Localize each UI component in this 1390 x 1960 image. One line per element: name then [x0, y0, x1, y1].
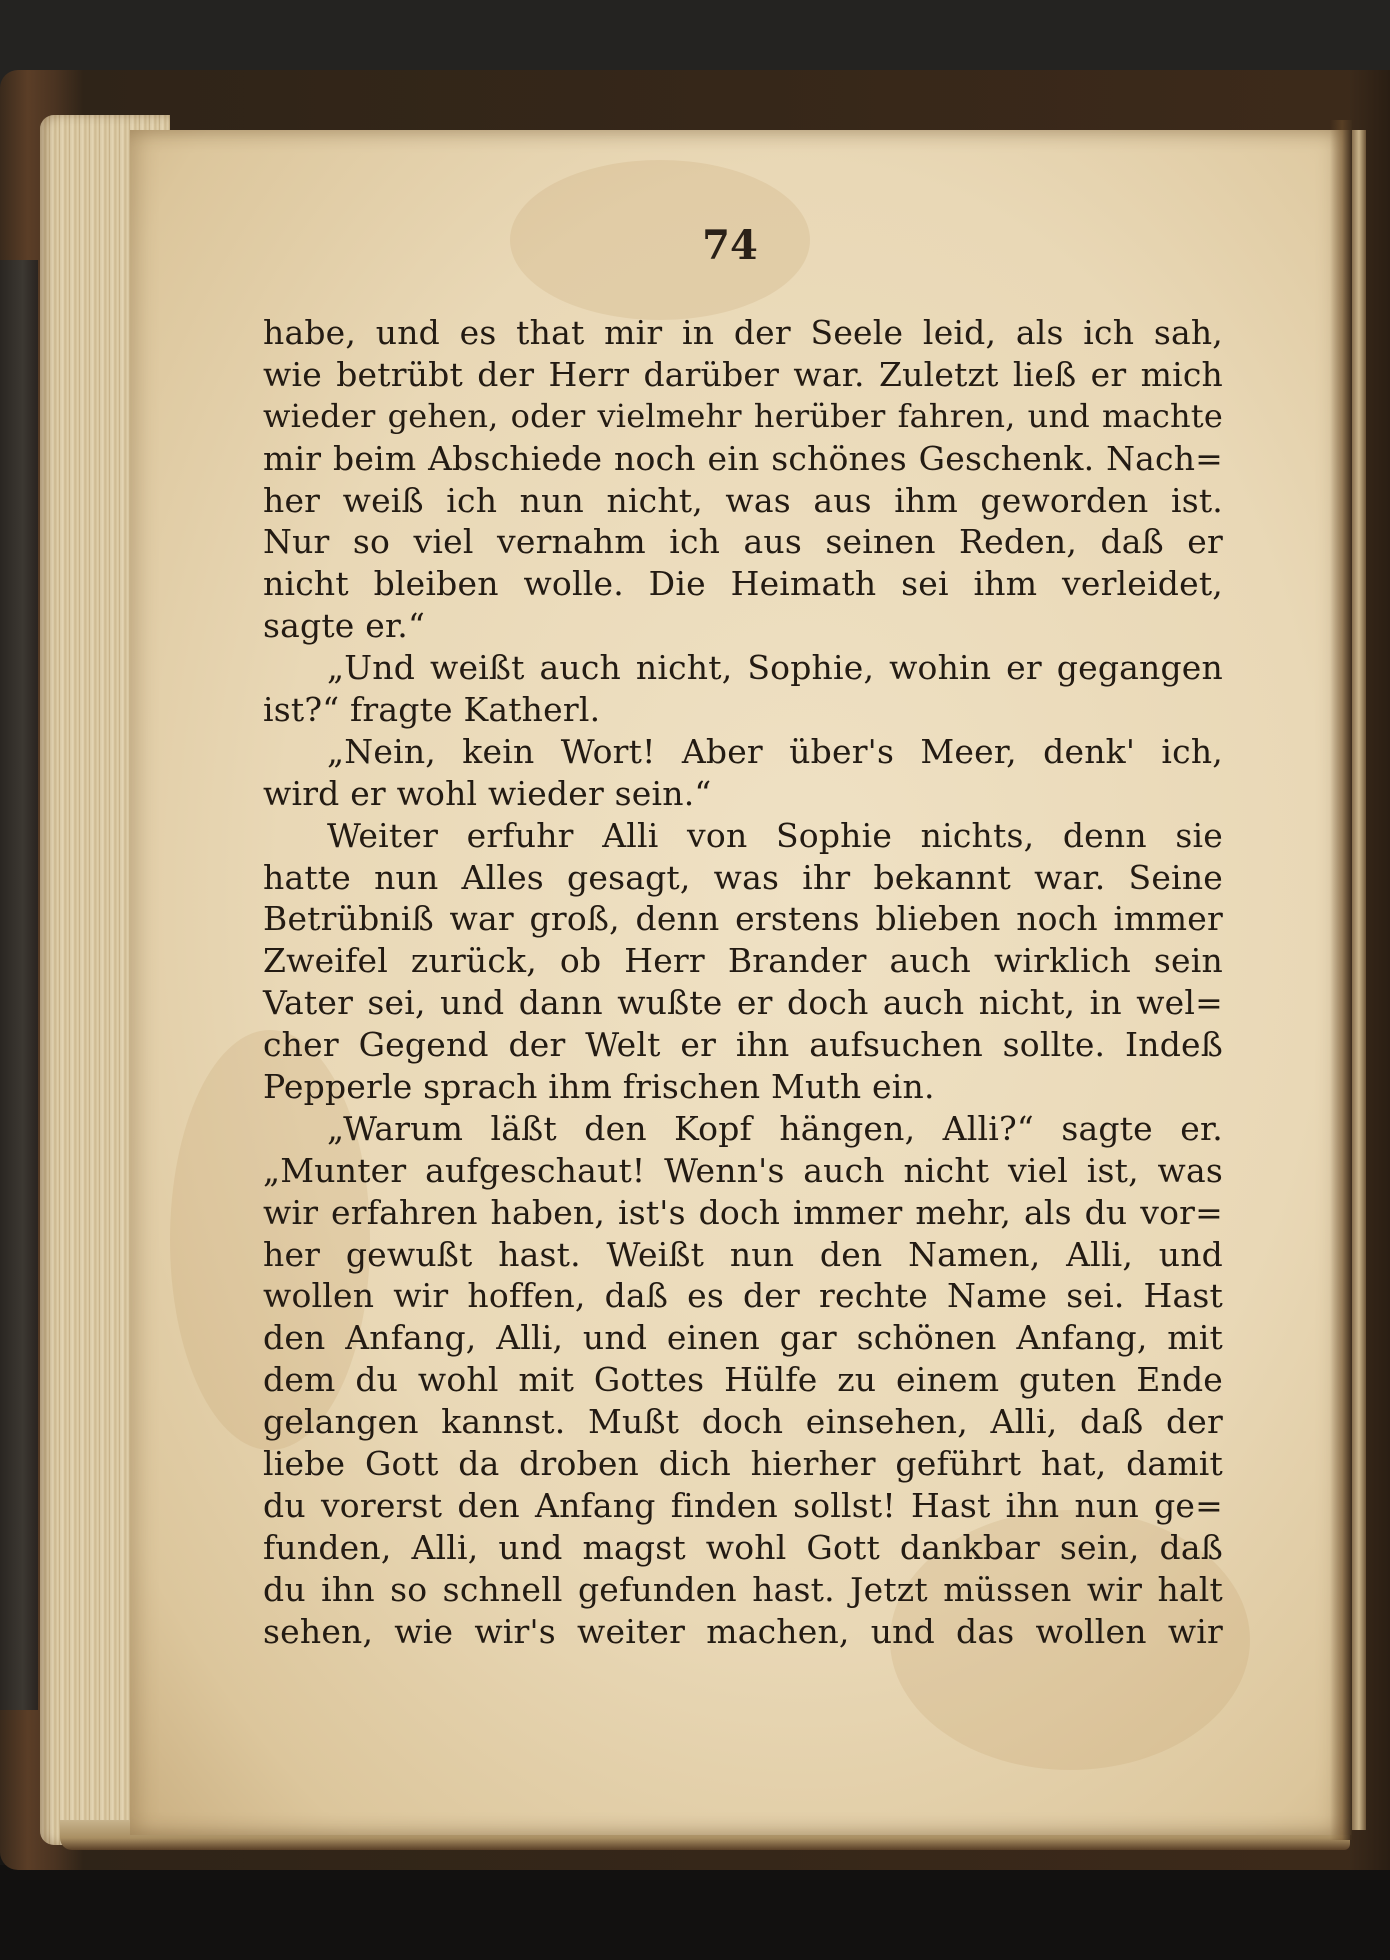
text-line: liebe Gott da droben dich hierher geführt hat, damit — [263, 1444, 1223, 1484]
text-line: gelangen kannst. Mußt doch einsehen, Alli, daß der — [263, 1402, 1223, 1442]
text-line: „Munter aufgeschaut! Wenn's auch nicht viel ist, was — [263, 1150, 1223, 1190]
text-line: du ihn so schnell gefunden hast. Jetzt müssen wir halt — [263, 1569, 1223, 1609]
text-line: funden, Alli, und magst wohl Gott dankbar sein, daß — [263, 1527, 1223, 1567]
text-line: wir erfahren haben, ist's doch immer mehr, als du vor= — [263, 1192, 1223, 1232]
page-number: 74 — [702, 222, 758, 269]
text-line: nicht bleiben wolle. Die Heimath sei ihm verleidet, — [263, 564, 1223, 604]
text-line: sehen, wie wir's weiter machen, und das wollen wir — [263, 1611, 1223, 1651]
text-line: Weiter erfuhr Alli von Sophie nichts, denn sie — [327, 815, 1223, 855]
text-line: wollen wir hoffen, daß es der rechte Name sei. Hast — [263, 1276, 1223, 1316]
text-line: den Anfang, Alli, und einen gar schönen Anfang, mit — [263, 1318, 1223, 1358]
text-line: Nur so viel vernahm ich aus seinen Reden, daß er — [263, 522, 1223, 562]
text-line: „Warum läßt den Kopf hängen, Alli?“ sagte er. — [327, 1108, 1223, 1148]
body-text — [263, 312, 1223, 1653]
text-line: wie betrübt der Herr darüber war. Zuletzt ließ er mich — [263, 354, 1223, 394]
text-line: mir beim Abschiede noch ein schönes Geschenk. Nach= — [263, 438, 1223, 478]
text-line: dem du wohl mit Gottes Hülfe zu einem guten Ende — [263, 1360, 1223, 1400]
facing-page-edge — [1352, 130, 1366, 1830]
background-bottom — [0, 1865, 1390, 1960]
text-line: Pepperle sprach ihm frischen Muth ein. — [263, 1067, 935, 1107]
cover-spine — [0, 260, 38, 1710]
text-line: habe, und es that mir in der Seele leid, als ich sah, — [263, 313, 1223, 352]
text-line: Vater sei, und dann wußte er doch auch nicht, in wel= — [263, 983, 1223, 1023]
text-line: her weiß ich nun nicht, was aus ihm geworden ist. — [263, 480, 1223, 520]
text-line: ist?“ fragte Katherl. — [263, 690, 601, 730]
text-line: wieder gehen, oder vielmehr herüber fahren, und machte — [263, 396, 1223, 435]
text-line: cher Gegend der Welt er ihn aufsuchen sollte. Indeß — [263, 1025, 1223, 1065]
text-line: hatte nun Alles gesagt, was ihr bekannt war. Seine — [263, 857, 1223, 897]
text-line: Betrübniß war groß, denn erstens blieben noch immer — [263, 899, 1223, 939]
text-line: du vorerst den Anfang finden sollst! Hast ihn nun ge= — [263, 1485, 1223, 1525]
text-line: „Nein, kein Wort! Aber über's Meer, denk' ich, — [327, 731, 1223, 771]
page-gutter — [1330, 120, 1352, 1840]
text-line: wird er wohl wieder sein.“ — [263, 773, 712, 813]
text-line: „Und weißt auch nicht, Sophie, wohin er gegangen — [327, 648, 1223, 688]
text-line: sagte er.“ — [263, 606, 426, 646]
text-line: Zweifel zurück, ob Herr Brander auch wirklich sein — [263, 941, 1223, 981]
text-line: her gewußt hast. Weißt nun den Namen, Alli, und — [263, 1234, 1223, 1274]
